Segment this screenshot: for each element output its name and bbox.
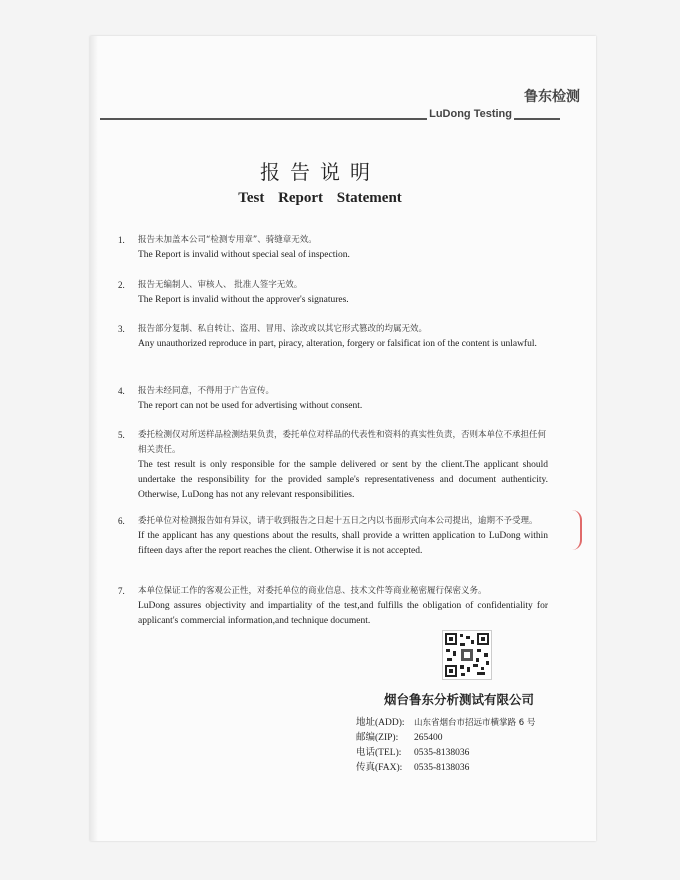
- item-text-en: The Report is invalid without the approver's signatures.: [138, 295, 349, 305]
- tel-value: 0535-8138036: [414, 748, 470, 758]
- statement-item-4: [118, 384, 548, 414]
- statement-item-3: [118, 322, 548, 352]
- item-text-en: The report can not be used for advertising without consent.: [138, 401, 363, 411]
- footer-fax: [356, 761, 576, 775]
- footer-zip: [356, 731, 576, 745]
- zip-label: 邮编(ZIP):: [356, 733, 399, 743]
- item-number: 3.: [118, 324, 125, 334]
- qr-code-icon: [442, 630, 492, 680]
- item-text-cn: 报告部分复制、私自转让、盗用、冒用、涂改或以其它形式篡改的均属无效。: [138, 324, 428, 334]
- item-text-cn: 委托检测仅对所送样品检测结果负责，委托单位对样品的代表性和资料的真实性负责，否则本单位不承担任何相关责任。: [138, 430, 547, 455]
- item-text-cn: 报告未加盖本公司“检测专用章”、骑缝章无效。: [138, 235, 317, 245]
- statement-item-5: [118, 428, 548, 503]
- address-value: 山东省烟台市招远市横掌路 6 号: [414, 718, 536, 728]
- item-text-cn: 报告无编制人、审核人、 批准人签字无效。: [138, 280, 303, 290]
- item-text-en: The test result is only responsible for the sample delivered or sent by the client.The applicant should undertake the responsibility for the provided sample's representativeness and document authenticity. Otherwise, LuDong has not any relevant responsibilities.: [138, 460, 548, 500]
- item-number: 2.: [118, 280, 125, 290]
- header-company-cn: 鲁东检测: [524, 89, 580, 105]
- footer-company-name: 烟台鲁东分析测试有限公司: [384, 692, 535, 707]
- zip-value: 265400: [414, 733, 443, 743]
- item-number: 5.: [118, 430, 125, 440]
- item-text-en: Any unauthorized reproduce in part, piracy, alteration, forgery or falsificat ion of the content is unlawful.: [138, 339, 537, 349]
- address-label: 地址(ADD):: [356, 718, 405, 728]
- item-number: 6.: [118, 516, 125, 526]
- red-binding-mark: [570, 510, 582, 550]
- title-cn: 报告说明: [260, 160, 380, 184]
- footer-address: [356, 716, 576, 730]
- statement-item-7: [118, 584, 548, 629]
- tel-label: 电话(TEL):: [356, 748, 402, 758]
- item-number: 4.: [118, 386, 125, 396]
- header-company-en: LuDong Testing: [429, 108, 512, 120]
- item-text-en: If the applicant has any questions about the results, shall provide a written application to LuDong within fifteen days after the report reaches the client. Otherwise it is not accepted.: [138, 531, 548, 556]
- item-number: 7.: [118, 586, 125, 596]
- title-en: Test Report Statement: [238, 190, 402, 206]
- item-text-en: LuDong assures objectivity and impartiality of the test,and fulfills the obligation of confidentiality for applicant's commercial information,and technique document.: [138, 601, 548, 626]
- item-text-en: The Report is invalid without special seal of inspection.: [138, 250, 350, 260]
- item-text-cn: 本单位保证工作的客观公正性，对委托单位的商业信息、技术文件等商业秘密履行保密义务。: [138, 586, 487, 596]
- statement-item-2: [118, 278, 548, 308]
- item-text-cn: 报告未经同意，不得用于广告宣传。: [138, 386, 275, 396]
- statement-item-1: [118, 233, 548, 263]
- footer-tel: [356, 746, 576, 760]
- fax-value: 0535-8138036: [414, 763, 470, 773]
- statement-item-6: [118, 514, 548, 559]
- fax-label: 传真(FAX):: [356, 763, 403, 773]
- item-number: 1.: [118, 235, 125, 245]
- item-text-cn: 委托单位对检测报告如有异议，请于收到报告之日起十五日之内以书面形式向本公司提出，逾期不予受理。: [138, 516, 538, 526]
